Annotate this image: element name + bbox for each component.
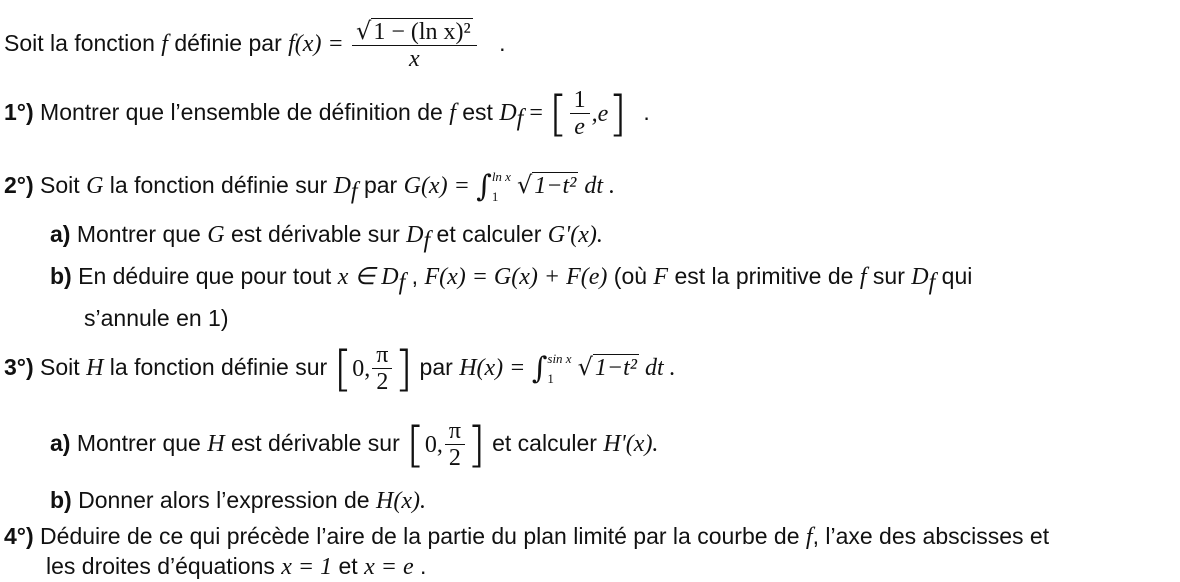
intro-text2: définie par <box>167 30 289 56</box>
q1-D-sub: f <box>516 105 524 132</box>
q1-num: 1 <box>570 87 590 114</box>
q2b-D-sub: f <box>928 269 936 296</box>
q2-text: Soit <box>33 172 87 198</box>
q1-fraction <box>570 87 590 140</box>
intro-denominator: x <box>409 45 420 72</box>
intro-end: . <box>499 30 506 56</box>
q2-D: D <box>333 173 351 199</box>
q3a-fraction <box>445 418 465 471</box>
q1-right-bracket: ] <box>608 85 628 142</box>
q3-label: 3°) <box>4 354 34 380</box>
q4-cont: les droites d’équations <box>46 553 282 579</box>
q2-text2: la fonction définie sur <box>103 172 334 198</box>
q4-end: . <box>413 553 427 579</box>
q2b-x-sub: f <box>398 269 406 296</box>
q3a-line <box>50 412 658 476</box>
q3-lower: 1 <box>547 370 554 386</box>
q2b-text3: est la primitive de <box>668 263 860 289</box>
q1-text: Montrer que l’ensemble de définition de <box>33 99 450 125</box>
q1-after: ,e <box>591 100 609 127</box>
q4-cont-line <box>46 552 426 581</box>
q2b-text4: sur <box>866 263 912 289</box>
q3-line <box>4 336 676 400</box>
q4-label: 4°) <box>4 523 34 549</box>
q2a-G: G <box>207 222 225 248</box>
q2b-text: En déduire que pour tout <box>71 263 338 289</box>
intro-lhs: f(x) = <box>288 31 344 57</box>
q2a-text: Montrer que <box>70 221 208 247</box>
q3-text3: par <box>419 354 460 380</box>
q3a-H: H <box>207 431 225 457</box>
q1-left-bracket: [ <box>548 85 568 142</box>
q2-limits <box>492 167 511 207</box>
q1-line <box>4 82 650 149</box>
q3-dt: dt . <box>638 355 676 381</box>
sqrt-symbol: √ <box>516 171 533 199</box>
q4-x1: x = 1 <box>281 554 333 580</box>
q2b-cont-line <box>84 304 229 332</box>
intro-f: f <box>161 31 168 57</box>
q3-lhs: H(x) = <box>459 355 526 381</box>
intro-fraction <box>352 18 477 72</box>
q3a-text: Montrer que <box>70 430 208 456</box>
q2-lower: 1 <box>491 188 499 204</box>
q2a-label: a) <box>50 221 71 247</box>
q4-line <box>4 522 1049 551</box>
sqrt-symbol: √ <box>356 16 372 45</box>
q3-text2: la fonction définie sur <box>103 354 334 380</box>
q4-et: et <box>332 553 365 579</box>
q3b-label: b) <box>50 487 72 513</box>
q3-fraction <box>372 342 392 395</box>
q2b-F: F <box>653 264 669 290</box>
q3-interval <box>334 338 414 400</box>
q3a-interval <box>406 414 486 476</box>
q3a-label: a) <box>50 430 71 456</box>
q1-label: 1°) <box>4 99 34 125</box>
q2a-line <box>50 220 603 255</box>
q1-den: e <box>574 114 585 141</box>
q1-end: . <box>643 99 650 125</box>
q3-two: 2 <box>376 369 389 396</box>
q3b-text: Donner alors l’expression de <box>71 487 376 513</box>
q2b-text2: (où <box>607 263 654 289</box>
q2-upper: ln x <box>491 168 511 184</box>
intro-radicand: 1 − (ln x)² <box>373 18 471 45</box>
q3-upper: sin x <box>547 350 572 366</box>
q3-limits <box>547 349 571 389</box>
q3a-right-bracket: ] <box>466 416 486 473</box>
q2a-expr: G'(x). <box>547 222 603 248</box>
q3-text: Soit <box>33 354 87 380</box>
q3-integrand: 1−t² <box>594 355 637 381</box>
q3-right-bracket: ] <box>394 340 414 397</box>
q3a-pi: π <box>445 418 465 445</box>
q2-integrand: 1−t² <box>534 173 577 199</box>
q2-label: 2°) <box>4 172 34 198</box>
intro-text: Soit la fonction <box>4 30 162 56</box>
q4-x2: x = e <box>364 554 414 580</box>
q2-D-sub: f <box>350 178 358 205</box>
q1-eq: = <box>523 100 549 126</box>
q2-G: G <box>86 173 104 199</box>
q2b-x: x ∈ D <box>337 264 399 290</box>
q3b-expr: H(x). <box>376 488 426 514</box>
q2b-f: f <box>859 264 867 290</box>
q2a-text3: et calculer <box>430 221 548 247</box>
q3-pi: π <box>372 342 392 369</box>
q1-text2: est <box>455 99 500 125</box>
q1-f: f <box>449 100 456 126</box>
integral-sign: ∫ <box>531 350 548 386</box>
q2-dt: dt . <box>578 173 615 199</box>
q2b-label: b) <box>50 263 72 289</box>
q3b-line <box>50 486 426 515</box>
q2a-D-sub: f <box>423 227 431 254</box>
q2b-text5: qui <box>935 263 973 289</box>
q2-lhs: G(x) = <box>403 173 470 199</box>
q3a-text2: est dérivable sur <box>224 430 407 456</box>
q1-interval <box>549 84 627 144</box>
sqrt-symbol: √ <box>577 353 593 381</box>
q3a-text3: et calculer <box>492 430 604 456</box>
q3a-interval-left: 0, <box>424 431 443 458</box>
q2b-D: D <box>911 264 929 290</box>
q2b-line <box>50 262 972 297</box>
q3-left-bracket: [ <box>333 340 353 397</box>
intro-line <box>4 8 506 79</box>
q2-text3: par <box>357 172 404 198</box>
q2b-expr: F(x) = G(x) + F(e) <box>424 264 608 290</box>
q4-f: f <box>805 524 813 550</box>
q4-text: Déduire de ce qui précède l’aire de la partie du plan limité par la courbe de <box>33 523 806 549</box>
q2a-text2: est dérivable sur <box>224 221 407 247</box>
q2b-comma: , <box>405 263 425 289</box>
q3-interval-left: 0, <box>352 355 371 382</box>
q3a-left-bracket: [ <box>406 416 425 473</box>
q1-D: D <box>499 100 517 126</box>
q4-text2: , l’axe des abscisses et <box>812 523 1050 549</box>
q3a-expr: H'(x). <box>603 431 659 457</box>
q3a-two: 2 <box>448 445 461 472</box>
q2-line <box>4 160 615 217</box>
q2a-D: D <box>406 222 424 248</box>
q2b-cont: s’annule en 1) <box>84 305 229 331</box>
integral-sign: ∫ <box>476 168 492 204</box>
intro-numerator <box>352 18 477 46</box>
q3-H: H <box>86 355 104 381</box>
